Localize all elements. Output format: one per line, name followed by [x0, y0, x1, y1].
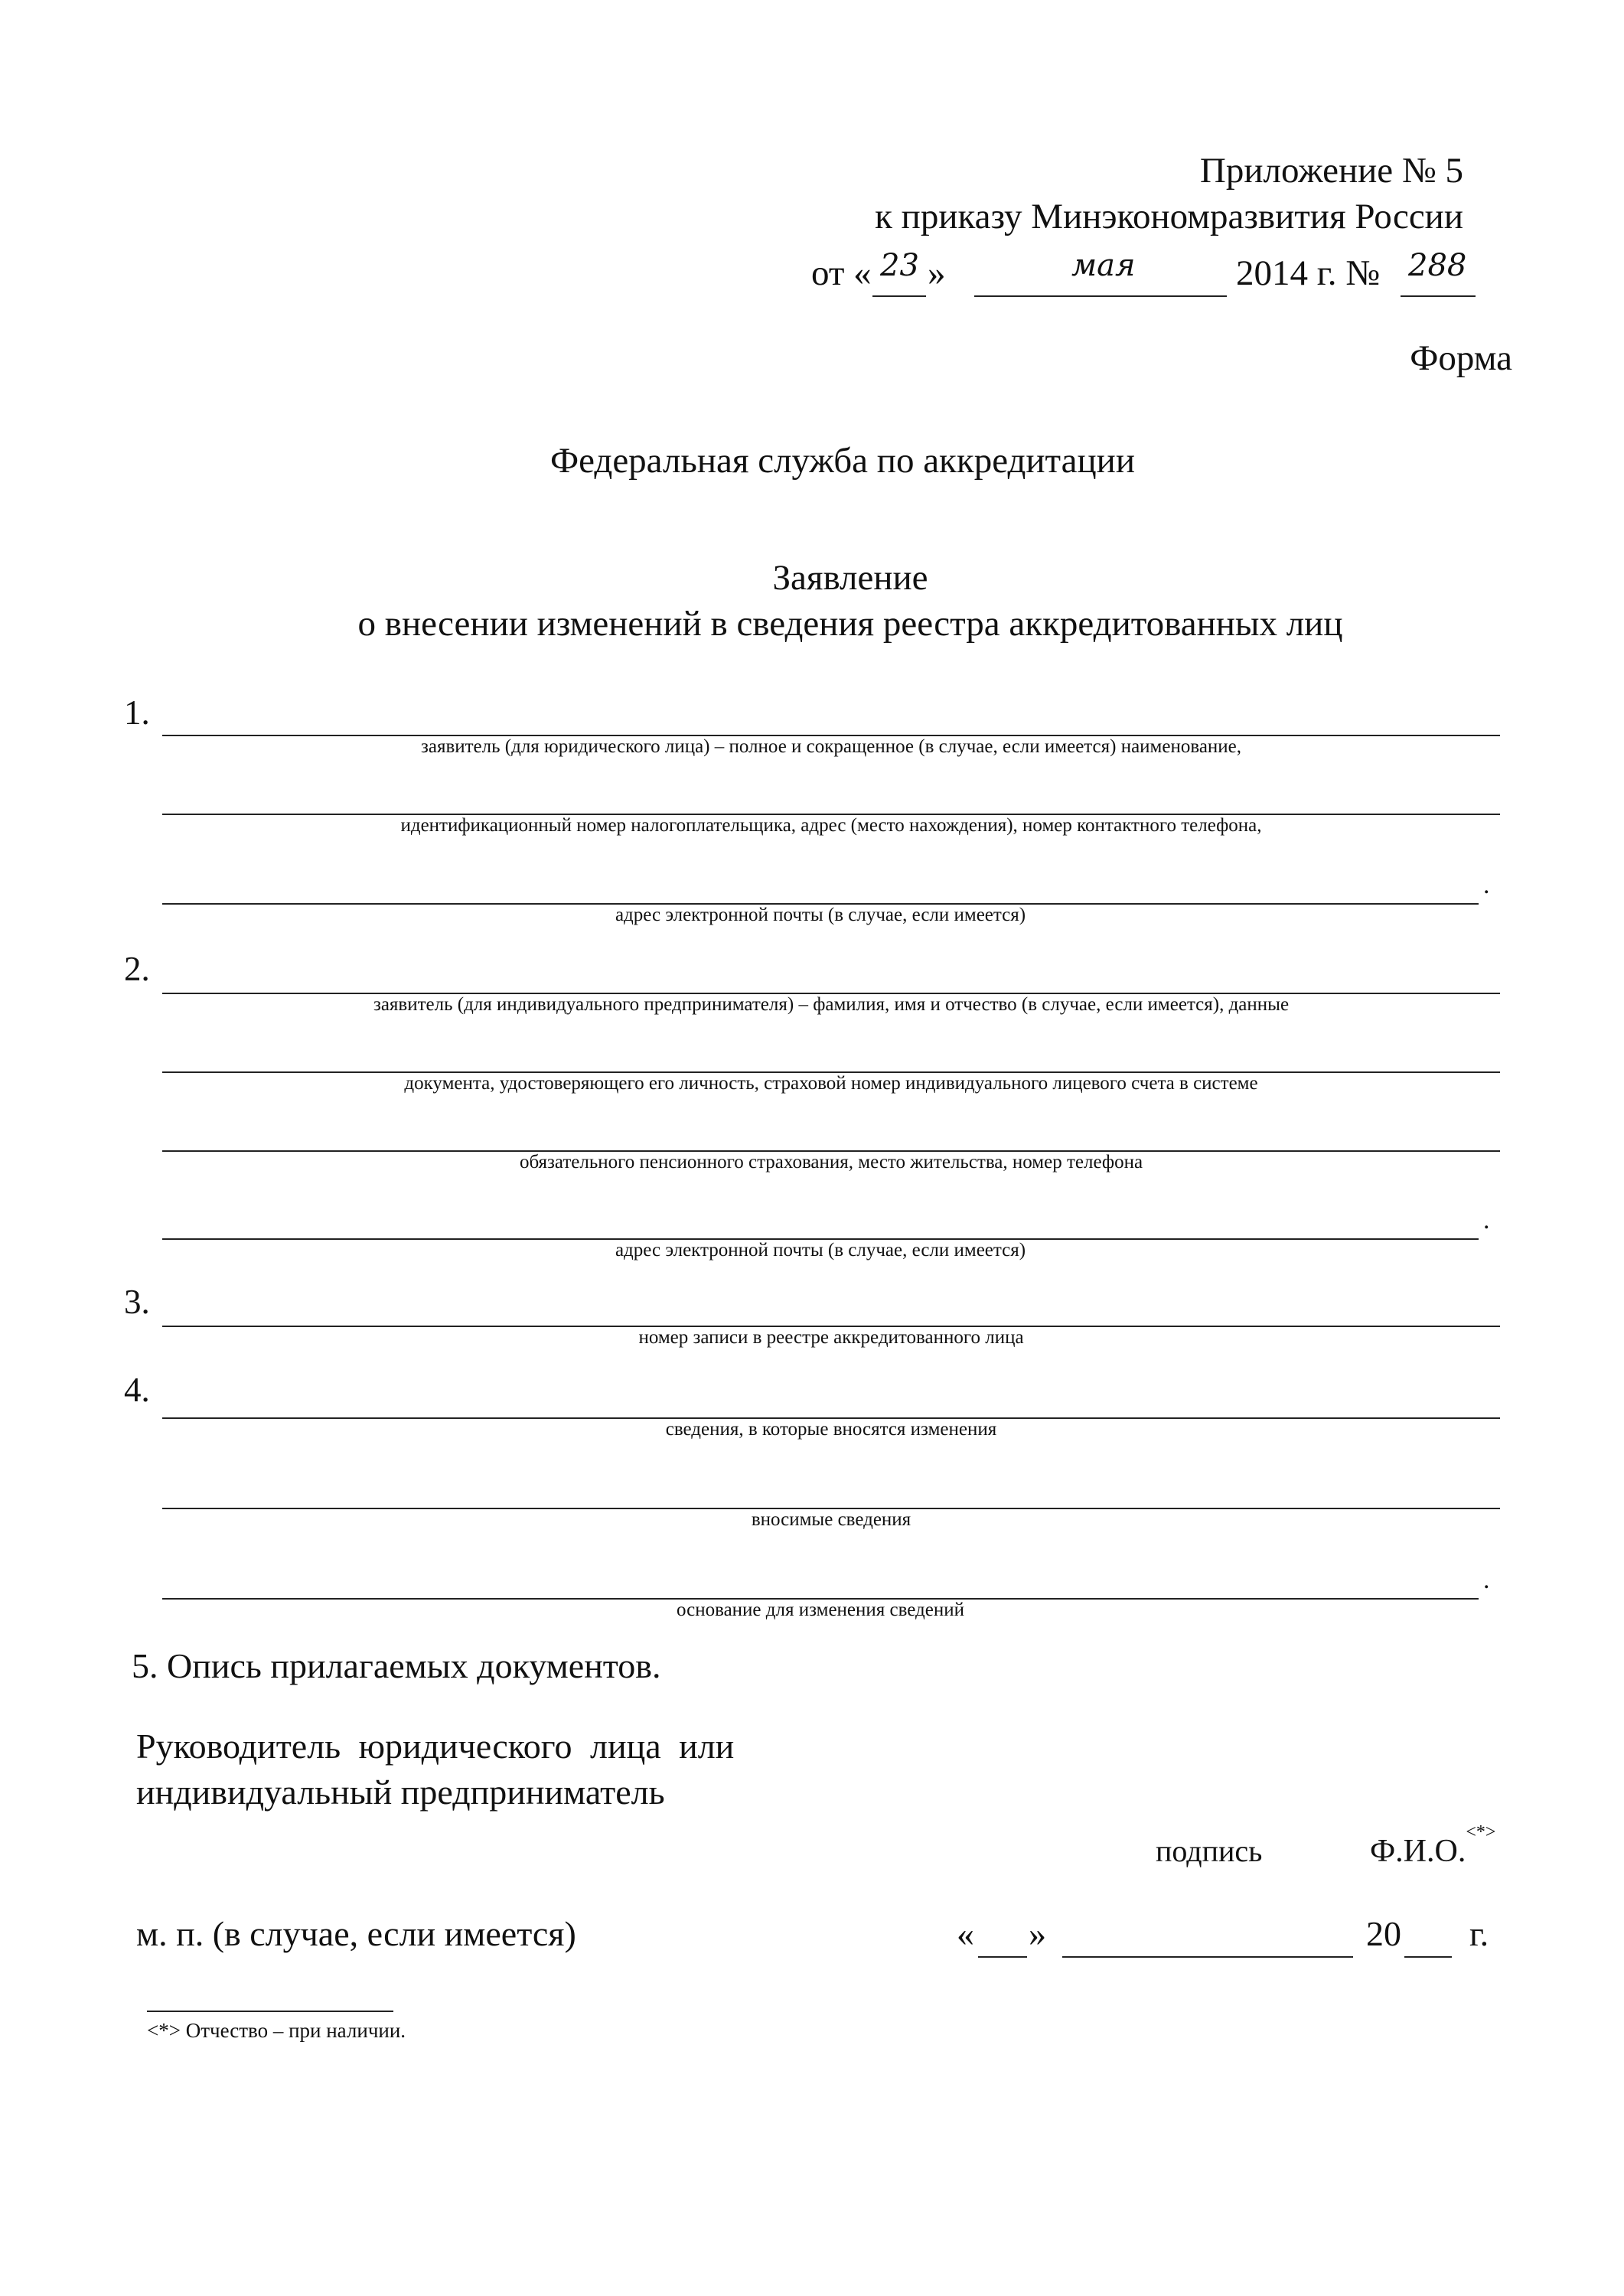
section-4-number: 4. — [124, 1371, 150, 1409]
date-prefix: от « — [811, 253, 872, 293]
order-number-underline — [1401, 295, 1476, 297]
section-2-caption-4: адрес электронной почты (в случае, если имеется) — [615, 1240, 1026, 1261]
date-day-underline — [872, 295, 926, 297]
signatory-title-line-2: индивидуальный предприниматель — [136, 1773, 665, 1812]
date-year-suffix: г. — [1469, 1914, 1489, 1953]
document-subtitle: о внесении изменений в сведения реестра аккредитованных лиц — [357, 604, 1343, 644]
fio-footnote-mark: <*> — [1466, 1822, 1496, 1842]
section-4-period: . — [1483, 1566, 1490, 1594]
section-2-caption-3: обязательного пенсионного страхования, место жительства, номер телефона — [519, 1152, 1143, 1172]
date-month-blank — [1062, 1956, 1353, 1958]
document-title: Заявление — [772, 558, 928, 598]
section-3-number: 3. — [124, 1283, 150, 1321]
footnote-separator — [147, 2011, 393, 2012]
section-2-period: . — [1483, 1206, 1490, 1234]
section-3-caption-1: номер записи в реестре аккредитованного лица — [638, 1327, 1024, 1348]
date-month-underline — [974, 295, 1227, 297]
section-1-period: . — [1483, 871, 1490, 899]
section-2-caption-2: документа, удостоверяющего его личность, страховой номер индивидуального лицевого счета в системе — [404, 1073, 1258, 1094]
fio-text: Ф.И.О. — [1370, 1834, 1466, 1869]
date-open-quote: « — [957, 1914, 974, 1953]
date-mid: » — [928, 253, 946, 293]
signatory-title-line-1: Руководитель юридического лица или — [136, 1727, 735, 1766]
fio-label — [1370, 1822, 1496, 1870]
form-label: Форма — [1410, 338, 1512, 378]
section-4-caption-2: вносимые сведения — [751, 1509, 911, 1530]
section-1-number: 1. — [124, 693, 150, 732]
section-2-caption-1: заявитель (для индивидуального предпринимателя) – фамилия, имя и отчество (в случае, если имеется), данные — [373, 994, 1290, 1015]
date-year: 2014 г. № — [1236, 253, 1381, 293]
signing-date-line — [957, 1913, 1508, 1967]
appendix-label: Приложение № 5 — [1199, 151, 1463, 191]
order-date-line — [811, 248, 1477, 306]
date-day-blank — [978, 1956, 1027, 1958]
stamp-label: м. п. (в случае, если имеется) — [136, 1914, 576, 1953]
section-4-caption-3: основание для изменения сведений — [677, 1600, 964, 1620]
date-year-prefix: 20 — [1366, 1914, 1401, 1953]
section-1-caption-1: заявитель (для юридического лица) – полное и сокращенное (в случае, если имеется) наименование, — [420, 736, 1242, 757]
section-4-caption-1: сведения, в которые вносятся изменения — [665, 1419, 997, 1440]
section-1-caption-3: адрес электронной почты (в случае, если имеется) — [615, 905, 1026, 925]
agency-name: Федеральная служба по аккредитации — [550, 441, 1135, 481]
signature-label: подпись — [1156, 1834, 1263, 1868]
order-number-handwritten: 288 — [1408, 248, 1467, 283]
section-5-heading: 5. Опись прилагаемых документов. — [132, 1646, 661, 1685]
section-2-number: 2. — [124, 950, 150, 988]
order-label: к приказу Минэкономразвития России — [875, 197, 1463, 236]
date-day-handwritten: 23 — [880, 248, 919, 283]
footnote-text: <*> Отчество – при наличии. — [147, 2019, 406, 2042]
section-1-caption-2: идентификационный номер налогоплательщика, адрес (место нахождения), номер контактного телефона, — [400, 815, 1262, 836]
date-month-handwritten: мая — [1071, 248, 1136, 283]
date-year-blank — [1404, 1956, 1452, 1958]
date-close-quote: » — [1029, 1914, 1046, 1953]
